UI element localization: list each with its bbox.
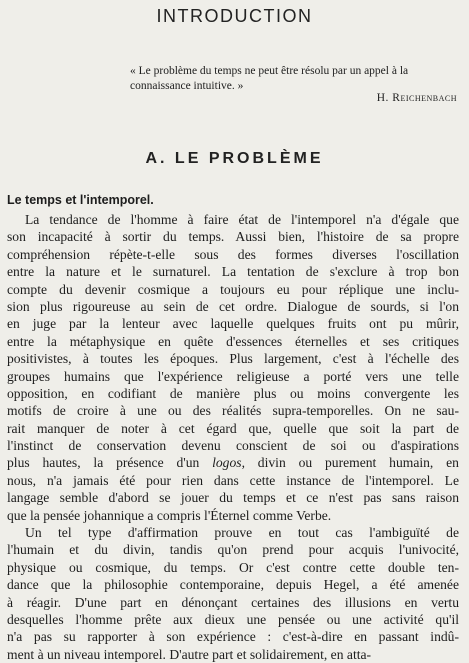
text-line: entre la métaphysique en quête d'essences éternelles et ses critiques bbox=[7, 333, 459, 349]
body-text bbox=[7, 211, 459, 663]
text-line: rait manquer de noter à cet égard que, quelle que soit la part de bbox=[7, 420, 459, 436]
text-line: desquelles l'homme prête aux dieux une pensée ou une activité qu'il bbox=[7, 611, 459, 627]
text-line: n'a pas su rapporter à son expérience : c'est-à-dire en passant indû- bbox=[7, 629, 459, 645]
text-line: langage semble d'abord se jouer du temps et ce n'est pas sans raison bbox=[7, 490, 459, 506]
text-line: que la pensée johannique a compris l'Éternel comme Verbe. bbox=[7, 507, 332, 523]
text-line: groupes humains que l'expérience religieuse a porté vers une telle bbox=[7, 368, 459, 384]
text-line: Un tel type d'affirmation prouve en tout cas l'ambiguïté de bbox=[25, 525, 459, 541]
epigraph-author-name: H. Reichenbach bbox=[376, 92, 457, 104]
text-line: plus hautes, la présence d'un logos, divin ou purement humain, en bbox=[7, 455, 459, 471]
text-line: l'humain et du divin, tandis qu'on prend pour acquis l'univocité, bbox=[7, 542, 459, 558]
text-line: compte du devenir cosmique a toujours eu pour réplique une inclu- bbox=[7, 281, 459, 297]
text-line: ment à un niveau intemporel. D'autre part et solidairement, en atta- bbox=[7, 646, 372, 662]
text-line: sion plus rigoureuse au sein de cet ordre. Dialogue de sourds, si l'on bbox=[7, 298, 459, 314]
text-line: à réagir. D'une part en dénonçant certaines des illusions en vertu bbox=[7, 594, 459, 610]
text-line: La tendance de l'homme à faire état de l'intemporel n'a d'égale que bbox=[25, 212, 459, 227]
text-line: son incapacité à sortir du temps. Aussi bien, l'histoire de sa propre bbox=[7, 229, 459, 245]
text-line: motifs de croire à une ou des réalités supra-temporelles. On ne sau- bbox=[7, 403, 459, 419]
text-line: physique ou cosmique, du temps. Or c'est contre cette double ten- bbox=[7, 559, 459, 575]
text-line: l'instinct de conservation devenu conscient de soi ou d'aspirations bbox=[7, 438, 459, 454]
epigraph-author bbox=[377, 92, 457, 104]
text-line: compréhension répète-t-elle sous des formes diverses l'oscillation bbox=[7, 246, 459, 262]
text-line: nous, n'a jamais été pour rien dans cette instance de l'intemporel. Le bbox=[7, 472, 459, 488]
text-line: entre la nature et le surnaturel. La tentation de s'exclure à trop bon bbox=[7, 264, 459, 280]
text-line: en juge par la lenteur avec laquelle quelques fruits ont pu mûrir, bbox=[7, 316, 459, 332]
chapter-title: INTRODUCTION bbox=[156, 6, 313, 26]
text-line: dance que la philosophie contemporaine, depuis Hegel, a été amenée bbox=[7, 577, 459, 593]
epigraph-quote: « Le problème du temps ne peut être résolu par un appel à la connaissance intuitive. » bbox=[130, 65, 409, 92]
subheading: Le temps et l'intemporel. bbox=[7, 193, 154, 207]
section-title: A. LE PROBLÈME bbox=[145, 150, 324, 167]
text-line: opposition, en codifiant de manière plus ou moins convergente les bbox=[7, 385, 459, 401]
text-line: positivistes, à toutes les époques. Plus largement, c'est à l'échelle des bbox=[7, 351, 459, 367]
